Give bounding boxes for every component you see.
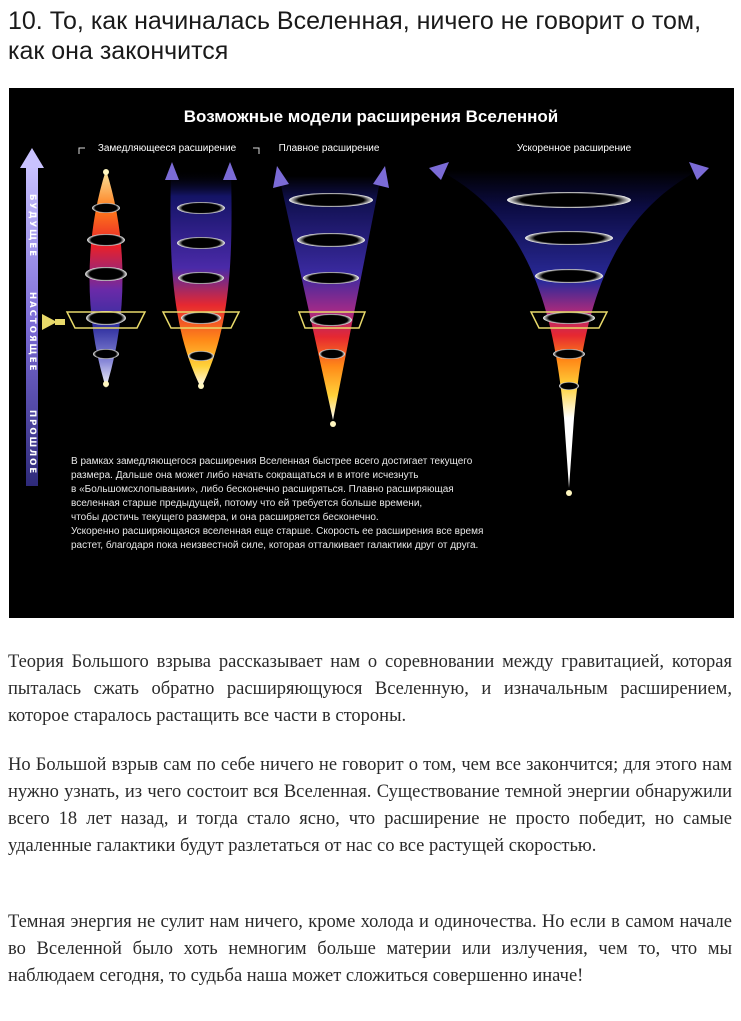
present-marker-arrow	[42, 314, 57, 330]
figure-title: Возможные модели расширения Вселенной	[183, 107, 559, 126]
caption-line: чтобы достичь текущего размера, и она расширяется бесконечно.	[71, 512, 379, 523]
axis-label-present: НАСТОЯЩЕЕ	[27, 292, 37, 373]
figure-caption	[71, 455, 483, 551]
model-accelerating	[429, 162, 709, 496]
model-smooth	[273, 166, 389, 427]
smooth-label: Плавное расширение	[278, 143, 380, 154]
article-paragraph: Теория Большого взрыва рассказывает нам о соревновании между гравитацией, которая пыталась сжать обратно расширяющуюся Вселенную, и изначальным расширением, которое старалось растащить все части в стороны.	[8, 652, 732, 726]
decelerating-label: Замедляющееся расширение	[97, 143, 237, 154]
caption-line: В рамках замедляющегося расширения Вселенная быстрее всего достигает текущего	[71, 456, 473, 467]
caption-line: растет, благодаря пока неизвестной силе, которая отталкивает галактики друг от друга.	[71, 540, 479, 551]
article-title: 10. То, как начиналась Вселенная, ничего не говорит о том, как она закончится	[8, 7, 702, 65]
expansion-models-figure	[9, 88, 734, 618]
axis-label-future: БУДУЩЕЕ	[27, 194, 37, 259]
axis-label-past: ПРОШЛОЕ	[27, 410, 37, 476]
accelerating-label: Ускоренное расширение	[516, 143, 632, 154]
model-decelerating-open	[163, 162, 239, 389]
article-paragraph: Но Большой взрыв сам по себе ничего не говорит о том, чем все закончится; для этого нам нужно узнать, из чего состоит вся Вселенная. Существование темной энергии обнаружили всего 18 лет назад, и тогда стало ясно, что расширение не просто победит, но самые удаленные галактики будут разлетаться от нас со все растущей скоростью.	[8, 755, 732, 856]
caption-line: в «Большомсхлопывании», либо бесконечно расширяться. Плавно расширяющая	[71, 484, 454, 495]
caption-line: Ускоренно расширяющаяся вселенная еще старше. Скорость ее расширения все время	[71, 526, 484, 537]
article-paragraph: Темная энергия не сулит нам ничего, кроме холода и одиночества. Но если в самом начале во Вселенной было хоть немногим больше материи или излучения, чем то, что мы наблюдаем сегодня, то судьба наша может сложиться совершенно иначе!	[8, 912, 732, 986]
caption-line: размера. Дальше она может либо начать сокращаться и в итоге исчезнуть	[71, 470, 419, 481]
model-decelerating-closed	[67, 169, 145, 388]
caption-line: вселенная старше предыдущей, потому что ей требуется больше времени,	[71, 498, 423, 509]
